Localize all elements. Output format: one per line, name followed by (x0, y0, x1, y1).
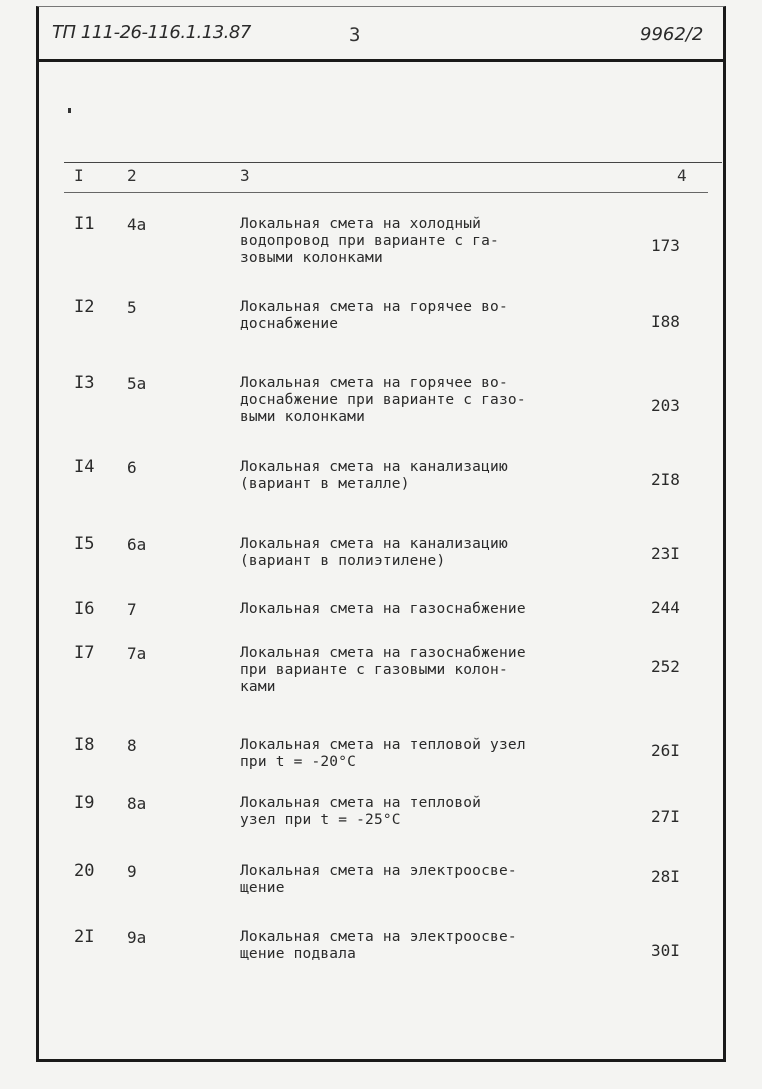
page-ref: 252 (651, 657, 680, 676)
header-divider (36, 59, 726, 62)
section-number: 8a (127, 794, 147, 813)
page-ref: 2I8 (651, 470, 680, 489)
row-number: I7 (74, 643, 95, 663)
row-number: I6 (74, 599, 95, 619)
table-top-rule (64, 162, 722, 163)
row-title: Локальная смета на канализацию (вариант в металле) (240, 459, 508, 492)
row-number: 2I (74, 927, 95, 947)
row-title: Локальная смета на канализацию (вариант в полиэтилене) (240, 536, 508, 569)
section-number: 6a (127, 535, 147, 554)
section-number: 8 (127, 736, 137, 755)
row-number: I9 (74, 793, 95, 813)
row-number: I4 (74, 457, 95, 477)
row-title: Локальная смета на горячее во- доснабжение (240, 299, 508, 332)
row-number: I8 (74, 735, 95, 755)
scan-mark (68, 108, 71, 113)
section-number: 9a (127, 928, 147, 947)
section-number: 4a (127, 215, 147, 234)
document-code: ТП 111-26-116.1.13.87 (52, 22, 251, 43)
page-ref: 203 (651, 396, 680, 415)
page-ref: I88 (651, 312, 680, 331)
row-title: Локальная смета на холодный водопровод при варианте с га- зовыми колонками (240, 216, 499, 266)
column-header-1: I (74, 166, 84, 185)
row-number: I2 (74, 297, 95, 317)
page-number: 3 (349, 24, 361, 46)
row-title: Локальная смета на электроосве- щение (240, 863, 517, 896)
section-number: 5 (127, 298, 137, 317)
section-number: 6 (127, 458, 137, 477)
page-ref: 173 (651, 236, 680, 255)
row-title: Локальная смета на тепловой узел при t = -20°C (240, 737, 526, 770)
page-ref: 28I (651, 867, 680, 886)
row-title: Локальная смета на горячее во- доснабжение при варианте с газо- выми колонками (240, 375, 526, 425)
section-number: 7a (127, 644, 147, 663)
table-header-rule (64, 192, 708, 193)
row-title: Локальная смета на тепловой узел при t = -25°C (240, 795, 482, 828)
column-header-3: 3 (240, 166, 250, 185)
page-ref: 30I (651, 941, 680, 960)
section-number: 5a (127, 374, 147, 393)
page-ref: 23I (651, 544, 680, 563)
row-number: I1 (74, 214, 95, 234)
page-frame (36, 6, 726, 1062)
row-title: Локальная смета на газоснабжение (240, 601, 526, 617)
row-title: Локальная смета на газоснабжение при варианте с газовыми колон- ками (240, 645, 526, 695)
page-ref: 244 (651, 598, 680, 617)
page-ref: 27I (651, 807, 680, 826)
row-number: I3 (74, 373, 95, 393)
row-number: I5 (74, 534, 95, 554)
column-header-4: 4 (677, 166, 687, 185)
page-ref: 26I (651, 741, 680, 760)
section-number: 9 (127, 862, 137, 881)
inventory-number: 9962/2 (640, 24, 704, 45)
column-header-2: 2 (127, 166, 137, 185)
row-title: Локальная смета на электроосве- щение подвала (240, 929, 517, 962)
section-number: 7 (127, 600, 137, 619)
row-number: 20 (74, 861, 95, 881)
